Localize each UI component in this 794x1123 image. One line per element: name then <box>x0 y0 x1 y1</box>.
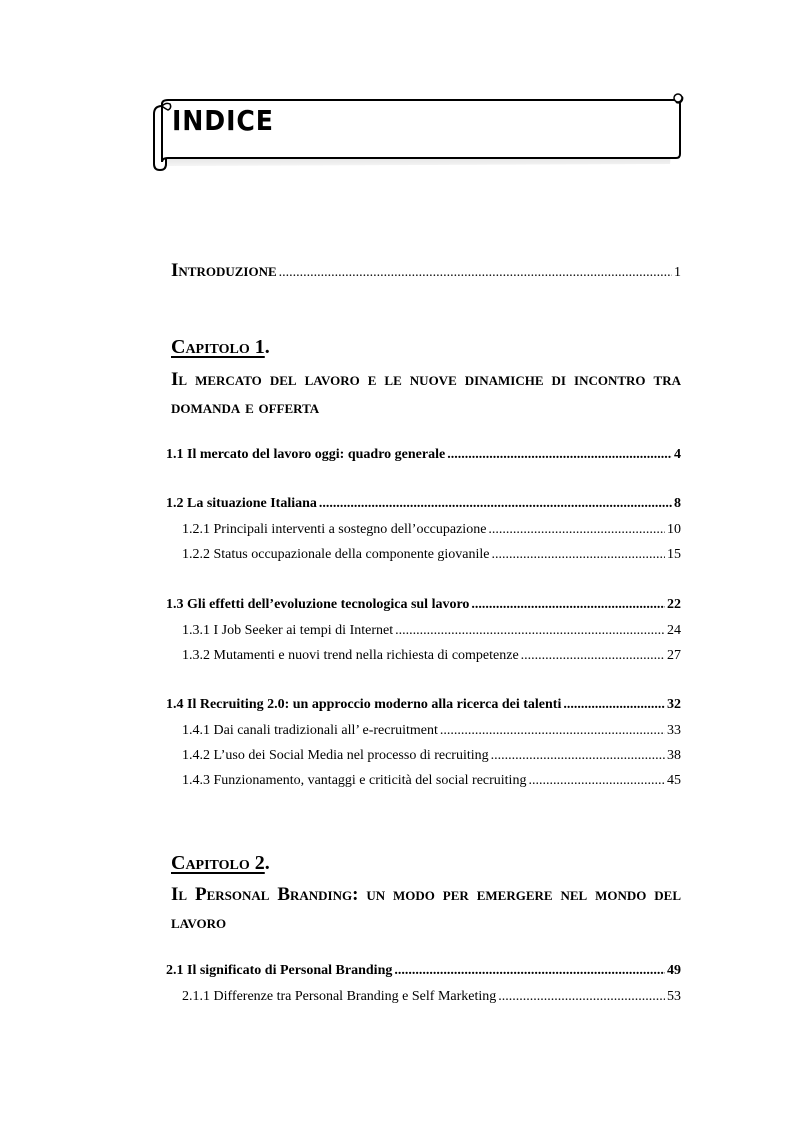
toc-leader <box>279 262 672 284</box>
toc-page-number: 32 <box>667 697 681 712</box>
toc-subsection-label: 1.2.2 Status occupazionale della componente giovanile <box>182 547 490 562</box>
toc-section-label: 2.1 Il significato di Personal Branding <box>166 963 393 978</box>
toc-intro[interactable] <box>171 260 681 284</box>
toc-page-number: 53 <box>667 989 681 1004</box>
toc-section[interactable] <box>166 495 681 513</box>
chapter-1-heading <box>171 336 270 358</box>
toc-leader <box>563 696 665 714</box>
toc-subsection[interactable] <box>182 988 681 1006</box>
toc-section[interactable] <box>166 962 681 980</box>
toc-leader <box>395 622 665 640</box>
toc-page-number: 27 <box>667 648 681 663</box>
toc-section-label: 1.2 La situazione Italiana <box>166 496 317 511</box>
toc-subsection[interactable] <box>182 622 681 640</box>
toc-subsection-label: 1.2.1 Principali interventi a sostegno dell’occupazione <box>182 522 487 537</box>
toc-leader <box>319 495 672 513</box>
chapter-2-dot: . <box>264 852 270 874</box>
toc-page-number: 49 <box>667 963 681 978</box>
toc-subsection-label: 2.1.1 Differenze tra Personal Branding e Self Marketing <box>182 989 497 1004</box>
index-title: INDICE <box>172 104 274 137</box>
chapter-1-title: Il mercato del lavoro e le nuove dinamiche di incontro tra domanda e offerta <box>171 369 681 418</box>
toc-section-label: 1.3 Gli effetti dell’evoluzione tecnologica sul lavoro <box>166 597 470 612</box>
toc-subsection[interactable] <box>182 772 681 790</box>
toc-section-label: 1.1 Il mercato del lavoro oggi: quadro generale <box>166 447 446 462</box>
chapter-2-title: Il Personal Branding: un modo per emergere nel mondo del lavoro <box>171 884 681 933</box>
chapter-1-dot: . <box>264 336 270 358</box>
toc-subsection-label: 1.4.1 Dai canali tradizionali all’ e-recruitment <box>182 723 438 738</box>
toc-subsection[interactable] <box>182 747 681 765</box>
toc-section[interactable] <box>166 596 681 614</box>
toc-page-number: 15 <box>667 547 681 562</box>
toc-leader <box>471 596 665 614</box>
toc-leader <box>521 647 665 665</box>
toc-intro-label: Introduzione <box>171 260 277 281</box>
toc-page-number: 1 <box>674 265 681 280</box>
toc-subsection[interactable] <box>182 722 681 740</box>
toc-leader <box>394 962 665 980</box>
toc-leader <box>492 546 665 564</box>
chapter-1-label: Capitolo 1 <box>171 336 265 358</box>
toc-section[interactable] <box>166 446 681 464</box>
chapter-2-label: Capitolo 2 <box>171 852 265 874</box>
toc-subsection-label: 1.4.2 L’uso dei Social Media nel processo di recruiting <box>182 748 489 763</box>
toc-subsection-label: 1.4.3 Funzionamento, vantaggi e criticità del social recruiting <box>182 773 527 788</box>
toc-page-number: 24 <box>667 623 681 638</box>
toc-subsection[interactable] <box>182 647 681 665</box>
toc-subsection[interactable] <box>182 521 681 539</box>
toc-section[interactable] <box>166 696 681 714</box>
toc-subsection[interactable] <box>182 546 681 564</box>
toc-page-number: 4 <box>674 447 681 462</box>
toc-leader <box>528 772 665 790</box>
toc-leader <box>498 988 665 1006</box>
toc-page-number: 8 <box>674 496 681 511</box>
toc-page-number: 33 <box>667 723 681 738</box>
toc-subsection-label: 1.3.2 Mutamenti e nuovi trend nella richiesta di competenze <box>182 648 519 663</box>
toc-leader <box>488 521 665 539</box>
toc-subsection-label: 1.3.1 I Job Seeker ai tempi di Internet <box>182 623 394 638</box>
toc-page-number: 22 <box>667 597 681 612</box>
index-banner <box>150 92 686 174</box>
toc-page-number: 38 <box>667 748 681 763</box>
chapter-2-heading <box>171 852 270 874</box>
toc-section-label: 1.4 Il Recruiting 2.0: un approccio moderno alla ricerca dei talenti <box>166 697 562 712</box>
toc-page-number: 10 <box>667 522 681 537</box>
toc-leader <box>447 446 672 464</box>
toc-leader <box>440 722 665 740</box>
toc-page-number: 45 <box>667 773 681 788</box>
toc-leader <box>491 747 665 765</box>
